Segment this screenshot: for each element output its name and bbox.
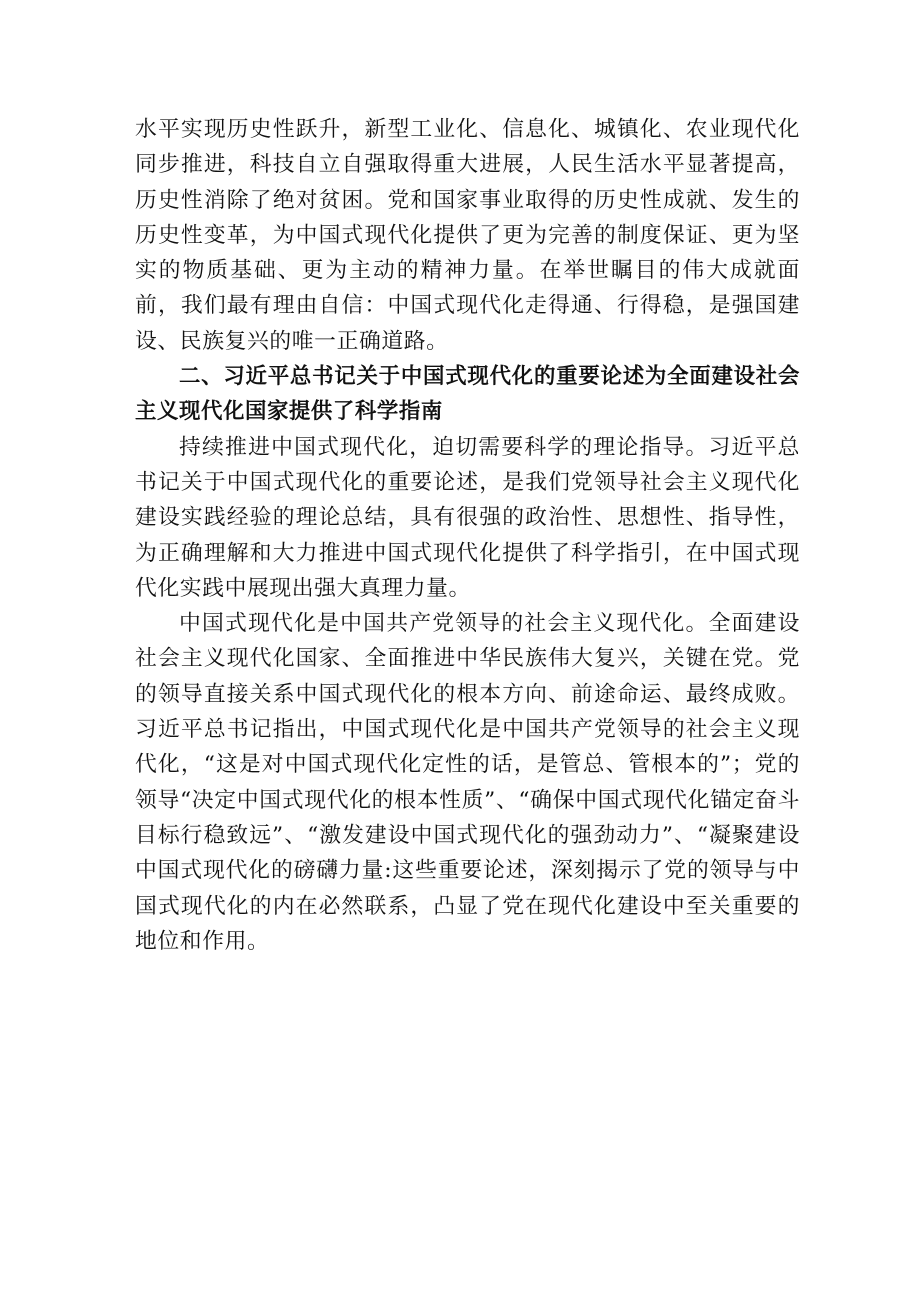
document-body [135, 112, 800, 959]
paragraph-continued: 水平实现历史性跃升，新型工业化、信息化、城镇化、农业现代化同步推进，科技自立自强取得重大进展，人民生活水平显著提高，历史性消除了绝对贫困。党和国家事业取得的历史性成就、发生的历史性变革，为中国式现代化提供了更为完善的制度保证、更为坚实的物质基础、更为主动的精神力量。在举世瞩目的伟大成就面前，我们最有理由自信：中国式现代化走得通、行得稳，是强国建设、民族复兴的唯一正确道路。 [135, 117, 800, 354]
paragraph-theory-guidance: 持续推进中国式现代化，迫切需要科学的理论指导。习近平总书记关于中国式现代化的重要论述，是我们党领导社会主义现代化建设实践经验的理论总结，具有很强的政治性、思想性、指导性，为正确理解和大力推进中国式现代化提供了科学指引，在中国式现代化实践中展现出强大真理力量。 [135, 434, 800, 601]
paragraph-party-leadership: 中国式现代化是中国共产党领导的社会主义现代化。全面建设社会主义现代化国家、全面推进中华民族伟大复兴，关键在党。党的领导直接关系中国式现代化的根本方向、前途命运、最终成败。习近平总书记指出，中国式现代化是中国共产党领导的社会主义现代化，“这是对中国式现代化定性的话，是管总、管根本的”；党的领导“决定中国式现代化的根本性质”、“确保中国式现代化锚定奋斗目标行稳致远”、“激发建设中国式现代化的强劲动力”、“凝聚建设中国式现代化的磅礴力量:这些重要论述，深刻揭示了党的领导与中国式现代化的内在必然联系，凸显了党在现代化建设中至关重要的地位和作用。 [135, 611, 800, 954]
section-heading: 二、习近平总书记关于中国式现代化的重要论述为全面建设社会主义现代化国家提供了科学指南 [135, 364, 800, 425]
